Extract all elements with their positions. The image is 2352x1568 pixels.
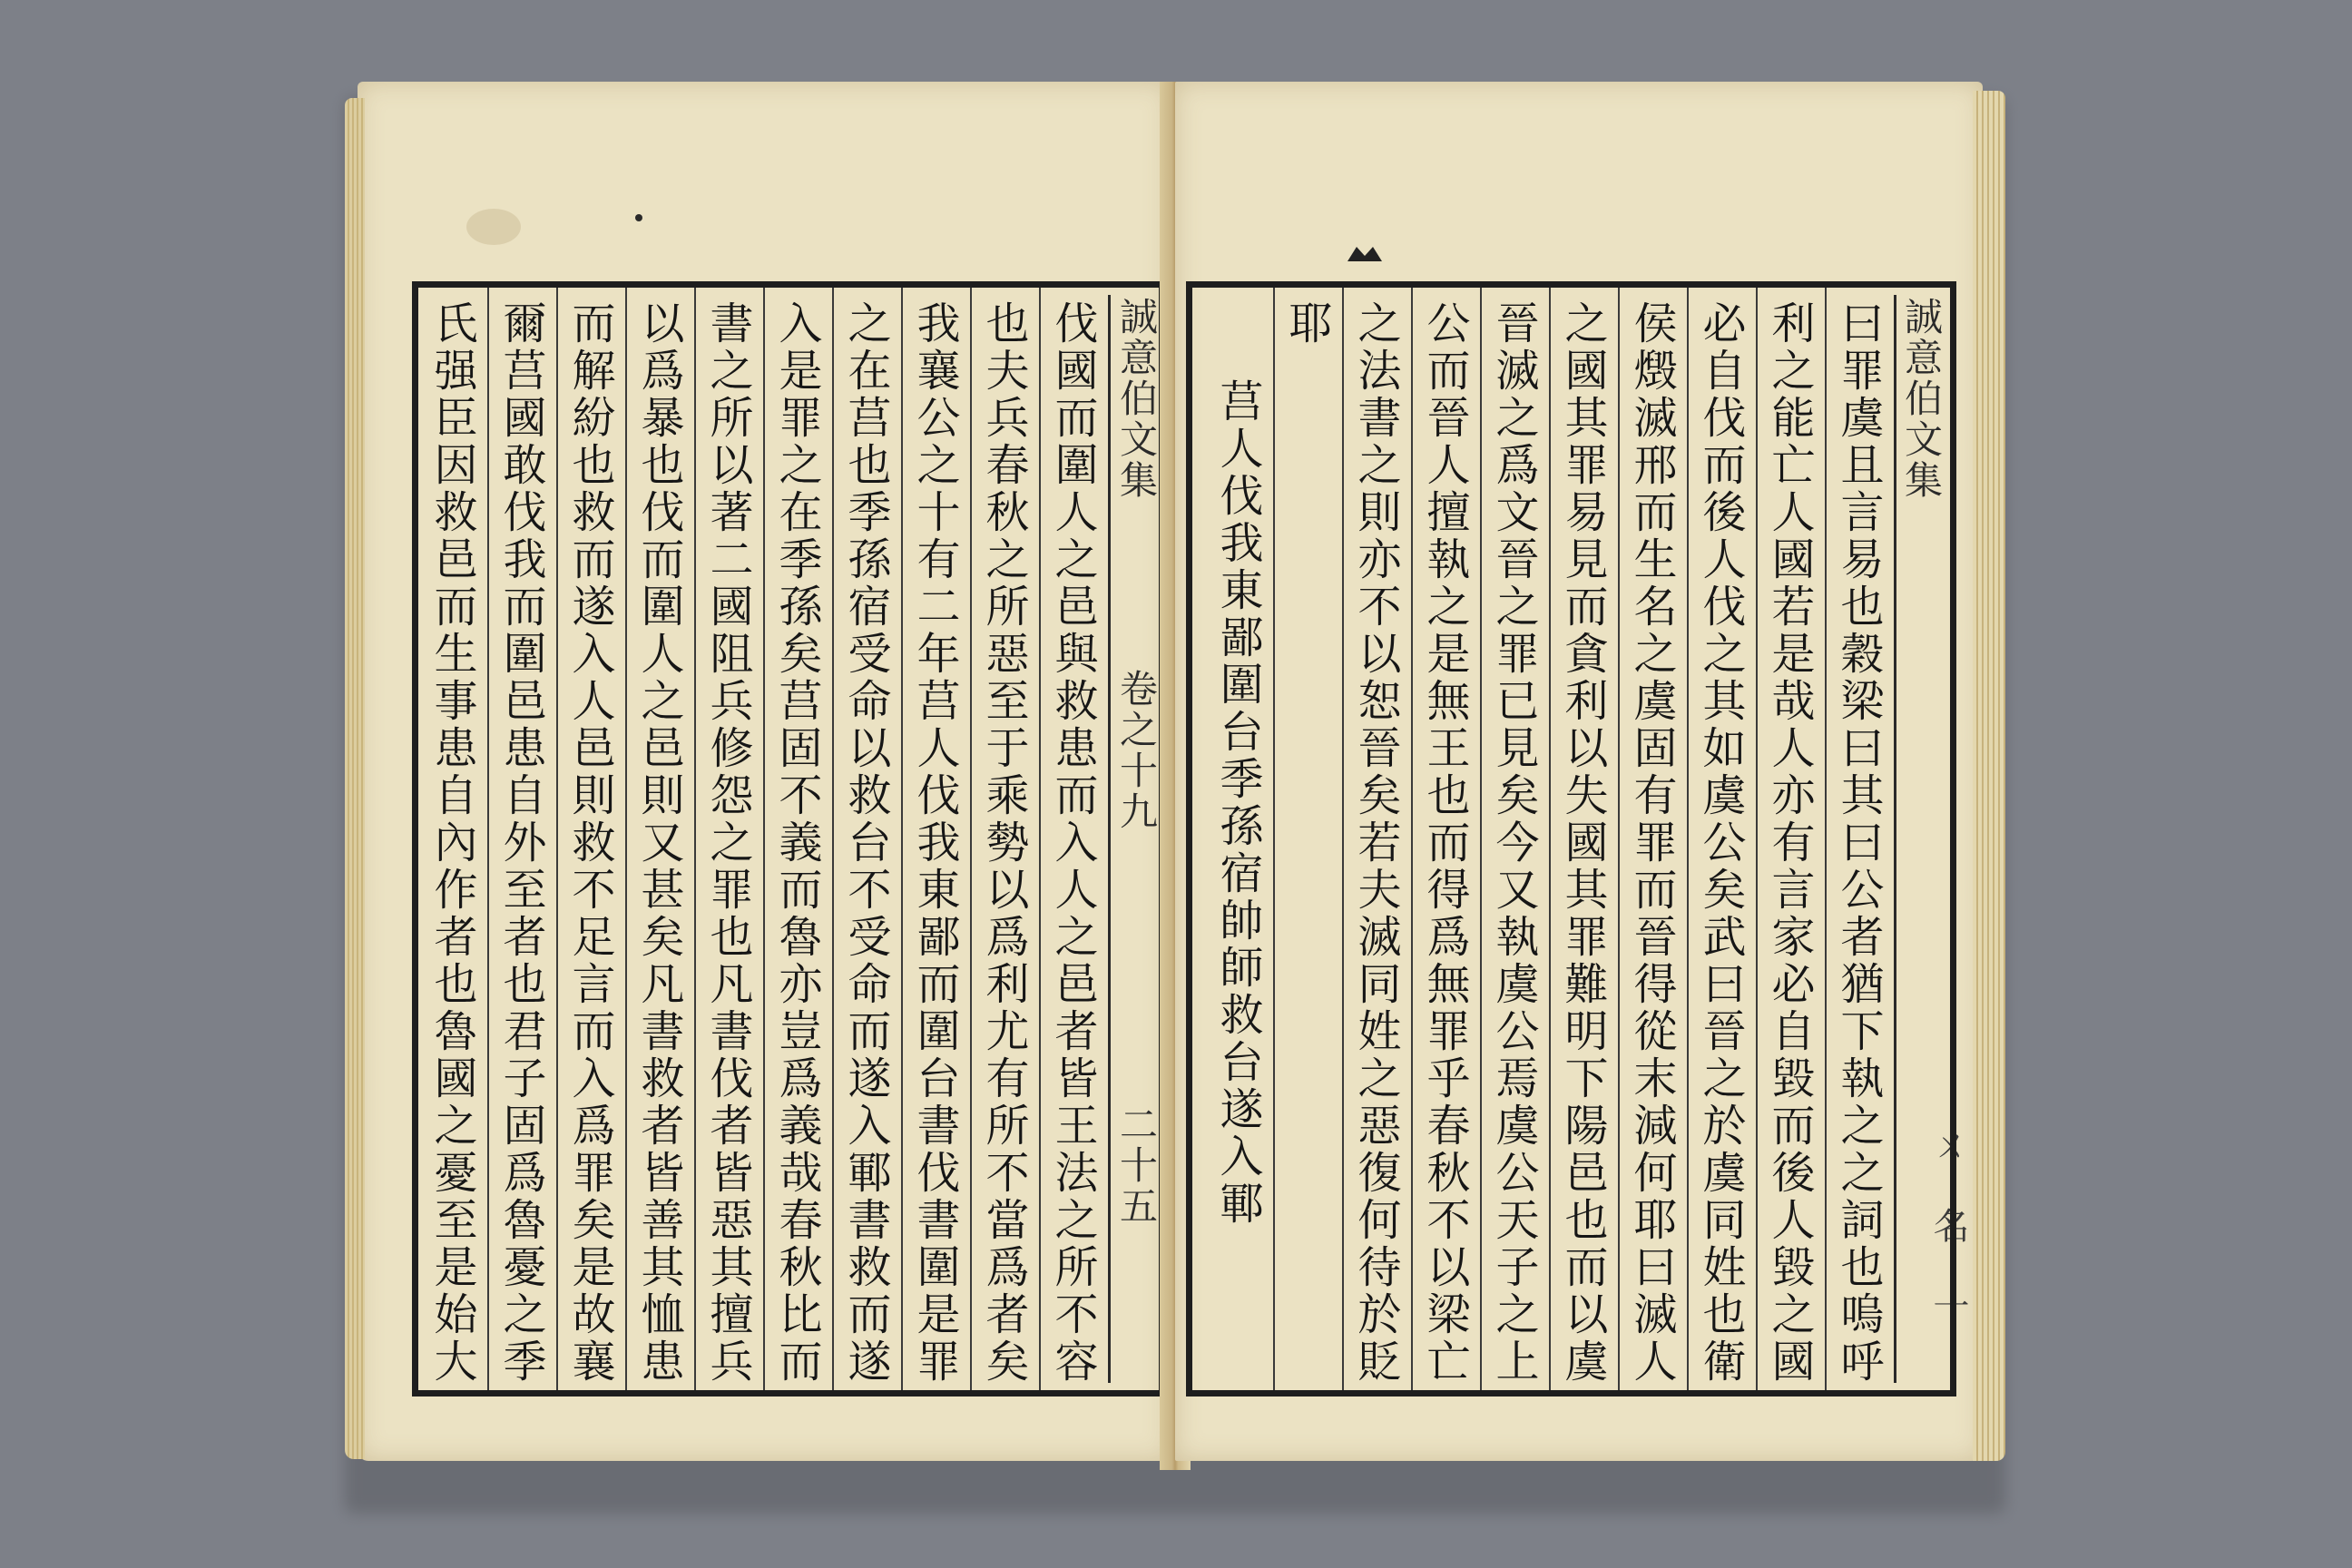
- right-text-frame: [1186, 281, 1956, 1396]
- text-column: 曰罪虞且言易也穀梁曰其曰公者猶下執之之詞也嗚呼: [1833, 300, 1884, 1386]
- page-edge-left: [345, 98, 365, 1459]
- text-column: 以爲暴也伐而圍人之邑則又甚矣凡書救者皆善其恤患: [633, 300, 684, 1386]
- column-rule: [832, 288, 834, 1390]
- column-rule: [556, 288, 558, 1390]
- collection-title: 誠意伯文集: [1114, 297, 1159, 501]
- column-rule: [1549, 288, 1551, 1390]
- text-column: 而解紛也救而遂入人邑則救不足言而入爲罪矣是故襄: [564, 300, 615, 1386]
- column-rule: [1618, 288, 1620, 1390]
- column-rule: [625, 288, 627, 1390]
- left-text-frame: [412, 281, 1165, 1396]
- column-rule: [901, 288, 903, 1390]
- text-column: 也夫兵春秋之所惡至于乘勢以爲利尤有所不當爲者矣: [978, 300, 1029, 1386]
- fish-tail-ornament: [1348, 243, 1382, 261]
- volume-label: 卷之十九: [1114, 669, 1159, 832]
- text-column: 伐國而圍人之邑與救患而入人之邑者皆王法之所不容: [1047, 300, 1098, 1386]
- text-column: 入是罪之在季孫矣莒固不義而魯亦豈爲義哉春秋比而: [771, 300, 822, 1386]
- text-column: 爾莒國敢伐我而圍邑患自外至者也君子固爲魯憂之季: [495, 300, 546, 1386]
- page-number: 二十五: [1114, 1104, 1159, 1227]
- column-rule: [1411, 288, 1413, 1390]
- text-column: 利之能亡人國若是哉人亦有言家必自毀而後人毀之國: [1764, 300, 1815, 1386]
- text-column: 侯燬滅邢而生名之虞固有罪而晉得從末減何耶曰滅人: [1626, 300, 1677, 1386]
- column-rule: [1825, 288, 1827, 1390]
- open-book: [345, 82, 2005, 1497]
- text-column: 我襄公之十有二年莒人伐我東鄙而圍台書伐書圍是罪: [909, 300, 960, 1386]
- column-rule: [487, 288, 489, 1390]
- column-rule: [1273, 288, 1275, 1390]
- text-column: 之法書之則亦不以恕晉矣若夫滅同姓之惡復何待於貶: [1350, 300, 1401, 1386]
- text-column: 之在莒也季孫宿受命以救台不受命而遂入鄆書救而遂: [840, 300, 891, 1386]
- paper-stain: [466, 209, 521, 245]
- text-column: 之國其罪易見而貪利以失國其罪難明下陽邑也而以虞: [1557, 300, 1608, 1386]
- left-page: [358, 82, 1170, 1461]
- column-rule: [1342, 288, 1344, 1390]
- margin-handwriting: ㄨ 名 十: [1927, 1125, 1969, 1327]
- text-column: 晉滅之爲文晉之罪已見矣今又執虞公焉虞公天子之上: [1488, 300, 1539, 1386]
- text-column: 書之所以著二國阻兵修怨之罪也凡書伐者皆惡其擅兵: [702, 300, 753, 1386]
- text-column: 氏强臣因救邑而生事患自內作者也魯國之憂至是始大: [426, 300, 477, 1386]
- text-column: 必自伐而後人伐之其如虞公矣武曰晉之於虞同姓也衛: [1695, 300, 1746, 1386]
- ink-spot: [635, 214, 642, 221]
- page-edge-right: [1973, 91, 2005, 1461]
- column-rule: [1039, 288, 1041, 1390]
- fold-margin-rule: [1108, 295, 1111, 1383]
- column-rule: [1687, 288, 1689, 1390]
- text-column: 耶: [1281, 300, 1332, 348]
- column-rule: [763, 288, 765, 1390]
- column-rule: [694, 288, 696, 1390]
- text-column: 公而晉人擅執之是無王也而得爲無罪乎春秋不以梁亡: [1419, 300, 1470, 1386]
- column-rule: [1756, 288, 1758, 1390]
- collection-title: 誠意伯文集: [1899, 297, 1944, 501]
- column-rule: [1480, 288, 1482, 1390]
- fold-margin-rule: [1894, 295, 1896, 1383]
- column-rule: [970, 288, 972, 1390]
- scripture-heading: 莒人伐我東鄙圍台季孫宿帥師救台遂入鄆: [1212, 378, 1263, 1228]
